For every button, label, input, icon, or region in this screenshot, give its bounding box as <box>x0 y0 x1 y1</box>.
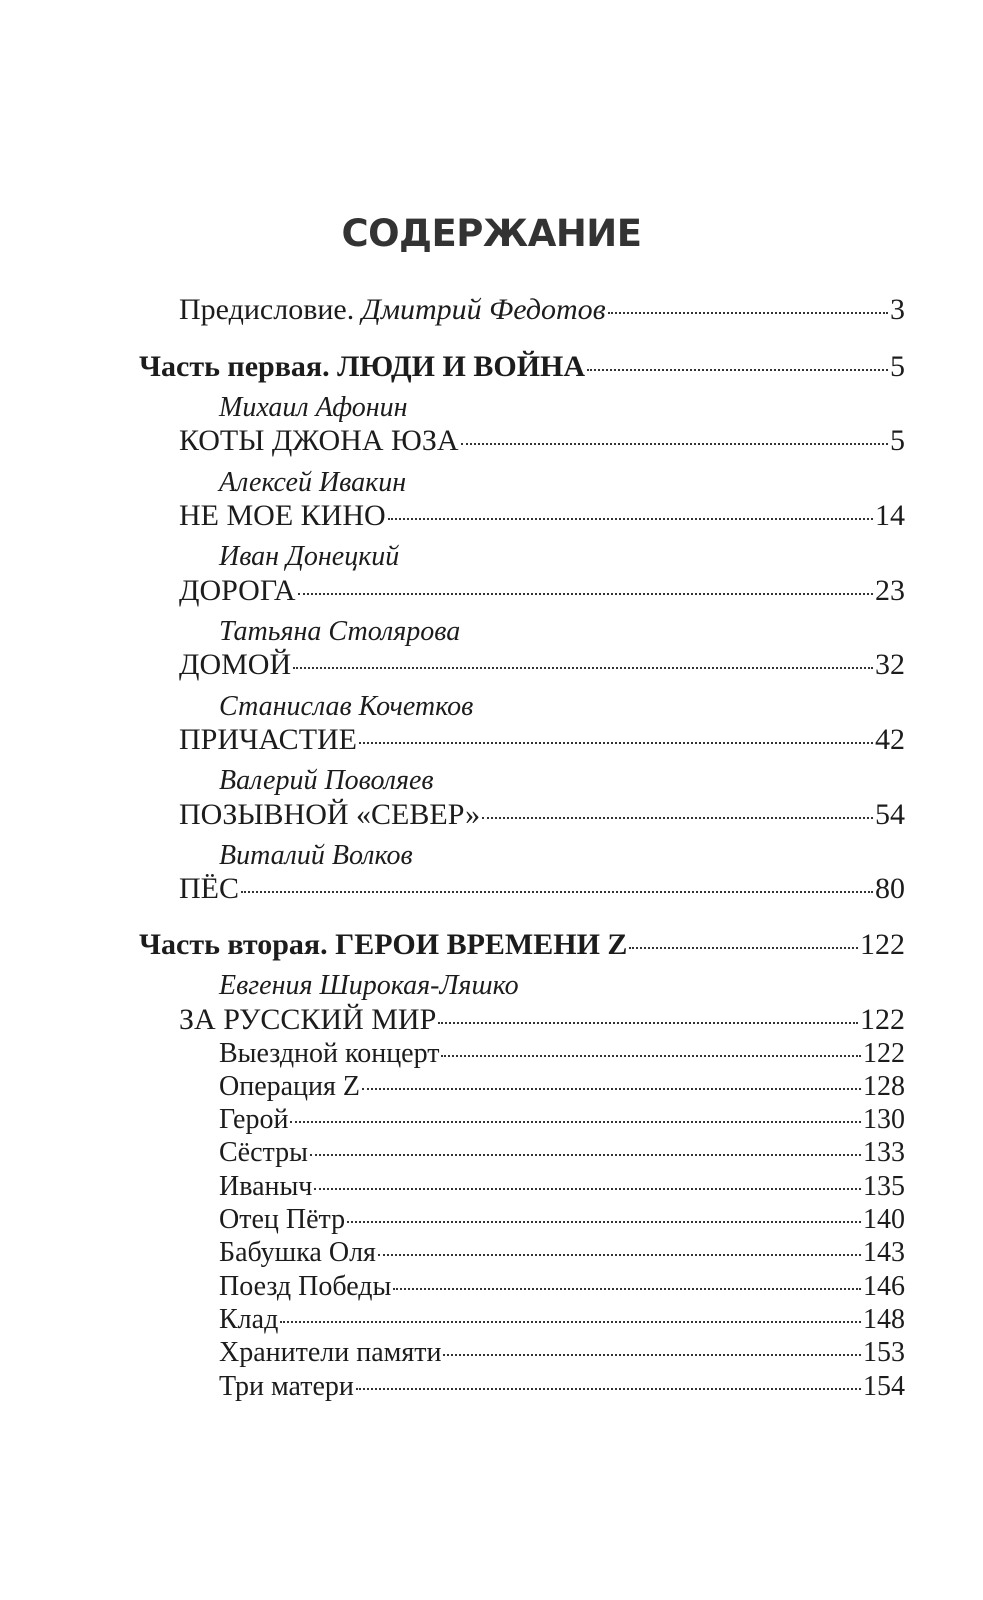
toc-entry-work[interactable] <box>179 1003 905 1037</box>
page-number: 140 <box>863 1204 905 1235</box>
toc-entry-preface[interactable] <box>179 293 905 327</box>
toc-entry-chapter[interactable] <box>219 1170 905 1204</box>
work-author: Михаил Афонин <box>219 392 408 423</box>
work-author: Станислав Кочетков <box>219 691 474 722</box>
chapter-title: Сёстры <box>219 1137 308 1168</box>
page-number: 14 <box>875 499 905 532</box>
dot-leader <box>461 443 888 445</box>
preface-label: Предисловие. <box>179 293 355 326</box>
chapter-title: Клад <box>219 1304 279 1335</box>
toc-entry-work[interactable] <box>179 723 905 757</box>
page-number: 5 <box>890 424 905 457</box>
work-title: НЕ МОЕ КИНО <box>179 499 386 532</box>
page-number: 3 <box>890 293 905 326</box>
toc-entry-chapter[interactable] <box>219 1037 905 1071</box>
chapter-title: Хранители памяти <box>219 1337 442 1368</box>
entry-label <box>179 293 606 327</box>
work-title: ПОЗЫВНОЙ «СЕВЕР» <box>179 798 481 831</box>
toc-entry-work[interactable] <box>179 798 905 832</box>
chapter-title: Герой <box>219 1104 289 1135</box>
page-number: 146 <box>863 1271 905 1302</box>
dot-leader <box>362 1088 861 1090</box>
chapter-title: Отец Пётр <box>219 1204 346 1235</box>
dot-leader <box>438 1022 858 1024</box>
toc-entry-chapter[interactable] <box>219 1303 905 1337</box>
work-title: ПЁС <box>179 872 239 905</box>
work-author: Виталий Волков <box>219 840 413 871</box>
page-number: 122 <box>863 1038 905 1069</box>
dot-leader <box>388 518 873 520</box>
dot-leader <box>356 1388 861 1390</box>
toc-entry-work[interactable] <box>179 424 905 458</box>
chapter-title: Иваныч <box>219 1171 313 1202</box>
toc-entry-chapter[interactable] <box>219 1103 905 1137</box>
chapter-title: Три матери <box>219 1371 354 1402</box>
toc-entry-chapter[interactable] <box>219 1070 905 1104</box>
chapter-title: Выездной концерт <box>219 1038 440 1069</box>
page-number: 122 <box>860 1003 905 1036</box>
dot-leader <box>314 1188 861 1190</box>
dot-leader <box>629 947 858 949</box>
dot-leader <box>443 1354 861 1356</box>
dot-leader <box>280 1321 861 1323</box>
dot-leader <box>310 1154 861 1156</box>
dot-leader <box>359 742 873 744</box>
part-label <box>139 350 585 384</box>
page-number: 122 <box>860 928 905 961</box>
toc-entry-chapter[interactable] <box>219 1136 905 1170</box>
preface-author: Дмитрий Федотов <box>361 293 606 326</box>
dot-leader <box>587 369 888 371</box>
page-title: СОДЕРЖАНИЕ <box>341 212 642 255</box>
work-title: ПРИЧАСТИЕ <box>179 723 358 756</box>
work-author: Иван Донецкий <box>219 541 400 572</box>
chapter-title: Операция Z <box>219 1071 361 1102</box>
toc-entry-work[interactable] <box>179 574 905 608</box>
page-number: 32 <box>875 648 905 681</box>
work-title: ЗА РУССКИЙ МИР <box>179 1003 437 1036</box>
work-author: Татьяна Столярова <box>219 616 461 647</box>
work-author: Алексей Ивакин <box>219 467 407 498</box>
page-number: 23 <box>875 574 905 607</box>
dot-leader <box>378 1254 861 1256</box>
toc-entry-chapter[interactable] <box>219 1236 905 1270</box>
toc-entry-work[interactable] <box>179 648 905 682</box>
dot-leader <box>241 891 873 893</box>
work-author: Валерий Поволяев <box>219 765 434 796</box>
toc-entry-chapter[interactable] <box>219 1270 905 1304</box>
toc-entry-part-2[interactable] <box>139 928 905 962</box>
dot-leader <box>290 1121 861 1123</box>
part-lead: Часть вторая. <box>139 928 328 961</box>
page-number: 80 <box>875 872 905 905</box>
page-number: 128 <box>863 1071 905 1102</box>
part-title: ГЕРОИ ВРЕМЕНИ Z <box>335 928 628 961</box>
toc-entry-work[interactable] <box>179 872 905 906</box>
toc-entry-chapter[interactable] <box>219 1370 905 1404</box>
chapter-title: Поезд Победы <box>219 1271 392 1302</box>
toc-entry-chapter[interactable] <box>219 1336 905 1370</box>
page-number: 130 <box>863 1104 905 1135</box>
part-label <box>139 928 627 962</box>
part-lead: Часть первая. <box>139 350 330 383</box>
page-number: 153 <box>863 1337 905 1368</box>
work-title: КОТЫ ДЖОНА ЮЗА <box>179 424 459 457</box>
toc-entry-work[interactable] <box>179 499 905 533</box>
page-number: 42 <box>875 723 905 756</box>
dot-leader <box>298 593 873 595</box>
part-title: ЛЮДИ И ВОЙНА <box>337 350 586 383</box>
page-number: 54 <box>875 798 905 831</box>
dot-leader <box>482 817 873 819</box>
work-author: Евгения Широкая-Ляшко <box>219 970 519 1001</box>
dot-leader <box>293 667 873 669</box>
page-number: 135 <box>863 1171 905 1202</box>
chapter-title: Бабушка Оля <box>219 1237 376 1268</box>
page-number: 148 <box>863 1304 905 1335</box>
dot-leader <box>441 1055 861 1057</box>
page-number: 143 <box>863 1237 905 1268</box>
dot-leader <box>608 312 888 314</box>
toc-entry-chapter[interactable] <box>219 1203 905 1237</box>
work-title: ДОРОГА <box>179 574 296 607</box>
dot-leader <box>347 1221 861 1223</box>
dot-leader <box>393 1288 861 1290</box>
page-number: 5 <box>890 350 905 383</box>
work-title: ДОМОЙ <box>179 648 292 681</box>
page-number: 133 <box>863 1137 905 1168</box>
toc-entry-part-1[interactable] <box>139 350 905 384</box>
page-number: 154 <box>863 1371 905 1402</box>
